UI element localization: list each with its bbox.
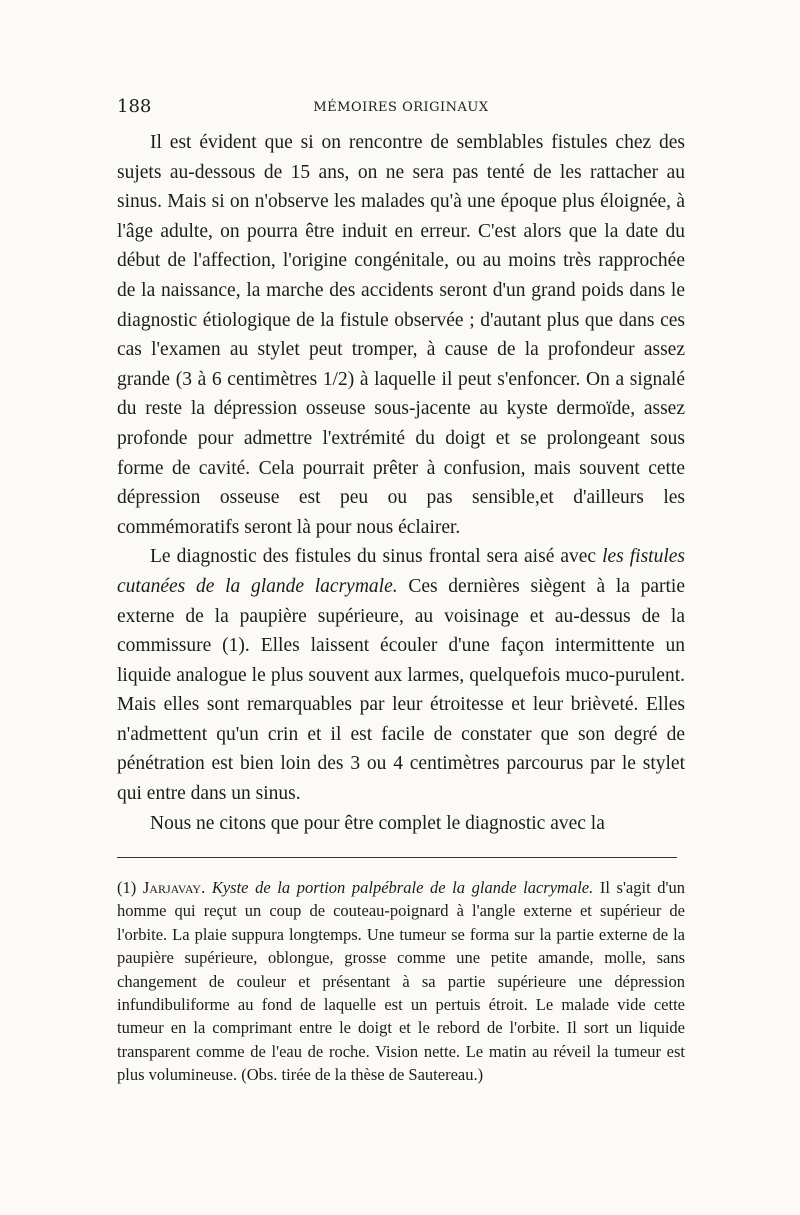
running-head: MÉMOIRES ORIGINAUX (313, 100, 489, 115)
paragraph-2-end: Ces dernières siègent à la partie externe de la paupière supérieure, au voisinage et au-dessus de la commissure (1). Elles laissent écouler d'une façon intermittente un liquide analogue le plus souvent aux larmes, quelquefois muco-purulent. Mais elles sont remarquables par leur étroitesse et leur brièveté. Elles n'admettent qu'un crin et il est facile de constater que son degré de pénétration est bien loin des 3 ou 4 centimètres parcourus par le stylet qui entre dans un sinus. (117, 575, 686, 805)
paragraph-2-italic: les fistules cutanées de la glande lacrymale. (117, 546, 685, 597)
footnote-paragraph (117, 876, 685, 1087)
footnote-marker: (1) (117, 878, 143, 897)
paragraph-2 (117, 542, 685, 808)
footnote-author: Jarjavay. (142, 878, 206, 897)
paragraph-2-start: Le diagnostic des fistules du sinus frontal sera aisé avec (150, 546, 603, 568)
footnote-title: Kyste de la portion palpébrale de la glande lacrymale. (205, 878, 594, 897)
footnote-rule (117, 857, 677, 858)
page-number: 188 (117, 96, 152, 117)
paragraph-3: Nous ne citons que pour être complet le diagnostic avec la (150, 812, 605, 834)
page-header (117, 96, 685, 120)
footnote (117, 876, 685, 1087)
paragraph-1: Il est évident que si on rencontre de semblables fistules chez des sujets au-dessous de 15 ans, on ne sera pas tenté de les rattacher au sinus. Mais si on n'observe les malades qu'à une époque plus éloignée, à l'âge adulte, on pourra être induit en erreur. C'est alors que la date du début de l'affection, l'origine congénitale, ou au moins très rapprochée de la naissance, la marche des accidents seront d'un grand poids dans le diagnostic étiologique de la fistule observée ; d'autant plus que dans ces cas l'examen au stylet peut tromper, à cause de la profondeur assez grande (3 à 6 centimètres 1/2) à laquelle il peut s'enfoncer. On a signalé du reste la dépression osseuse sous-jacente au kyste dermoïde, assez profonde pour admettre l'extrémité du doigt et se prolongeant sous forme de cavité. Cela pourrait prêter à confusion, mais souvent cette dépression osseuse est peu ou pas sensible,et d'ailleurs les commémoratifs seront là pour nous éclairer. (117, 132, 685, 538)
body-text (117, 128, 685, 838)
footnote-text: Il s'agit d'un homme qui reçut un coup de couteau-poignard à l'angle externe et supérieur de l'orbite. La plaie suppura longtemps. Une tumeur se forma sur la partie externe de la paupière supérieure, oblongue, grosse comme une petite amande, molle, sans changement de couleur et présentant à sa partie supérieure une dépression infundibuliforme au fond de laquelle est un pertuis étroit. Le malade vide cette tumeur en la comprimant entre le doigt et le rebord de l'orbite. Il sort un liquide transparent comme de l'eau de roche. Vision nette. Le matin au réveil la tumeur est plus volumineuse. (Obs. tirée de la thèse de Sautereau.) (117, 878, 685, 1085)
